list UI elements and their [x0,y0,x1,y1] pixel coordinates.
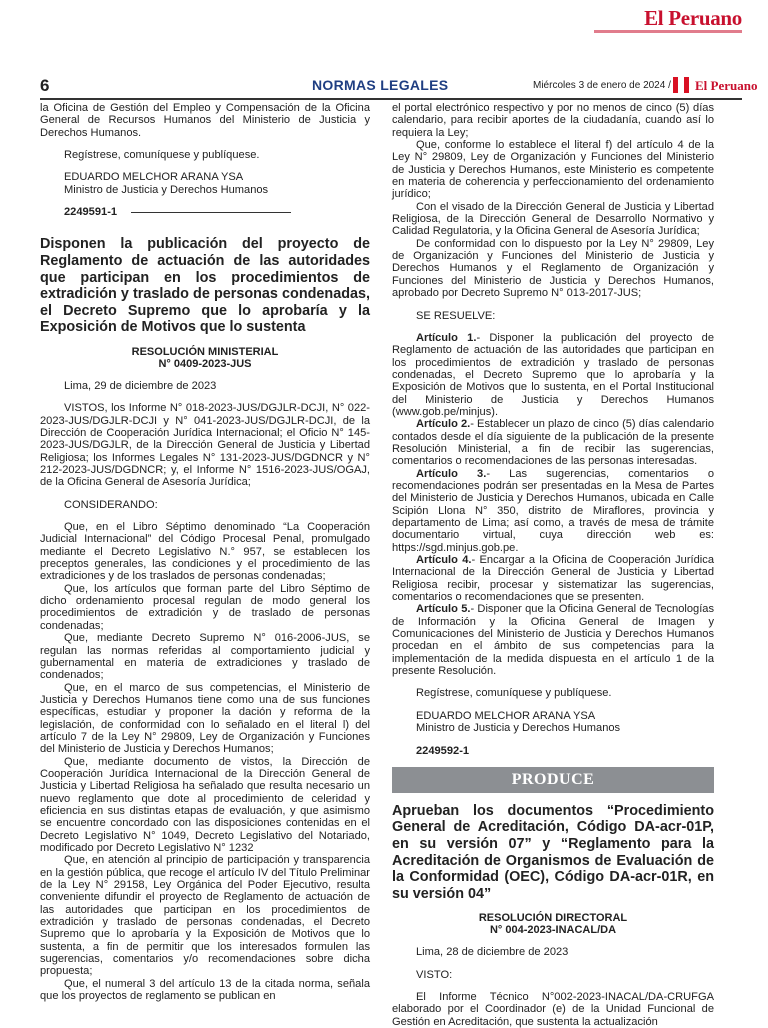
norm-title: Aprueban los documentos “Procedimiento General de Acreditación, Código DA-acr-01P, en su versión 07” y “Reglamento para la Acreditación de Organismos de Evaluación de la Conformidad (OEC), Código DA-acr-01R, en su versión 04” [392,802,714,902]
paragraph: El Informe Técnico N°002-2023-INACAL/DA-CRUFGA elaborado por el Coordinador (e) de la Unidad Funcional de Gestión en Acreditación, que sustenta la actualización [392,991,714,1028]
closing-formula: Regístrese, comuníquese y publíquese. [64,149,260,162]
page-number: 6 [40,76,50,95]
article-text: - Encargar a la Oficina de Cooperación Jurídica Internacional de la Dirección General de Justicia y Libertad Religiosa recibir, procesar y sistematizar las sugerencias, comentarios o recomendaciones que se presenten. [392,554,714,604]
article-label: Artículo 3. [416,467,487,480]
document-separator [40,206,370,218]
visto-heading: VISTO: [416,968,453,981]
city-date: Lima, 29 de diciembre de 2023 [64,379,217,392]
resuelve-heading: SE RESUELVE: [416,309,496,322]
article-3 [392,468,714,554]
article-text: - Establecer un plazo de cinco (5) días calendario contados desde el día siguiente de la publicación de la presente Resolución Ministerial, a fin de recibir las sugerencias, comentarios o recomendaciones de las personas interesadas. [392,418,714,468]
signature-name: EDUARDO MELCHOR ARANA YSA [64,171,244,184]
paragraph: Que, conforme lo establece el literal f) del artículo 4 de la Ley N° 29809, Ley de Organización y Funciones del Ministerio de Justicia y Derechos Humanos, este Ministerio es competente en materia de coherencia y perfeccionamiento del ordenamiento jurídico; [392,139,714,201]
peru-flag-icon [673,77,689,93]
resolution-number: N° 0409-2023-JUS [158,357,252,370]
article-label: Artículo 5. [416,603,471,616]
paragraph: la Oficina de Gestión del Empleo y Compensación de la Oficina General de Recursos Humanos del Ministerio de Justicia y Derechos Humanos. [40,102,370,139]
article-4 [392,554,714,603]
paragraph: Que, en atención al principio de participación y transparencia en la gestión pública, que recoge el artículo IV del Título Preliminar de la Ley N° 29158, Ley Orgánica del Poder Ejecutivo, resulta conveniente difundir el proyecto de Reglamento de actuación de las autoridades que participan en los procedimientos de extradición y traslado de personas condenadas, el Decreto Supremo que lo aprobaría y la Exposición de Motivos que lo sustenta, a fin de permitir que los interesados formulen las sugerencias, comentarios y/o recomendaciones sobre dicha propuesta; [40,854,370,978]
article-text: - Disponer que la Oficina General de Tecnologías de Información y la Oficina General de Imagen y Comunicaciones del Ministerio de Justicia y Derechos Humanos procedan en el ámbito de sus competencias para la implementación de la medida dispuesta en el artículo 1 de la presente Resolución. [392,603,714,678]
paragraph: De conformidad con lo dispuesto por la Ley N° 29809, Ley de Organización y Funciones del Ministerio de Justicia y Derechos Humanos y el Reglamento de Organización y Funciones del Ministerio de Justicia y Derechos Humanos, aprobado por Decreto Supremo N° 013-2017-JUS; [392,237,714,300]
signature-title: Ministro de Justicia y Derechos Humanos [416,722,621,735]
paragraph: Que, en el Libro Séptimo denominado “La Cooperación Judicial Internacional” del Código Procesal Penal, promulgado mediante el Decreto Legislativo N.° 957, se establecen los preceptos generales, las condiciones y el procedimiento de las extradiciones y de los traslados de personas condenadas; [40,521,370,583]
left-column [40,102,370,1002]
paragraph: Que, los artículos que forman parte del Libro Séptimo de dicho ordenamiento procesal regulan de modo general los procedimientos de extradición y de traslado de personas condenadas; [40,582,370,632]
paragraph: Con el visado de la Dirección General de Justicia y Libertad Religiosa, de la Dirección General de Desarrollo Normativo y Calidad Regulatoria, y la Oficina General de Asesoría Jurídica; [392,200,714,238]
document-number: 2249591-1 [64,206,118,219]
resolution-heading: RESOLUCIÓN DIRECTORAL [478,912,628,925]
paragraph: Que, el numeral 3 del artículo 13 de la citada norma, señala que los proyectos de reglamento se publican en [40,977,370,1003]
signature-title: Ministro de Justicia y Derechos Humanos [64,183,269,196]
issue-date: Miércoles 3 de enero de 2024 / [533,80,671,91]
article-1 [392,332,714,418]
article-text: - Las sugerencias, comentarios o recomendaciones podrán ser presentadas en la Mesa de Partes del Ministerio de Justicia y Derechos Humanos, ubicada en Calle Scipión Llona N° 350, distrito de Miraflores, provincia y departamento de Lima; así como, a través de mesa de trámite documentario virtual, cuya dirección web es: https://sgd.minjus.gob.pe. [392,467,715,554]
separator-line [131,212,291,213]
city-date: Lima, 28 de diciembre de 2023 [416,946,569,959]
paragraph: Que, en el marco de sus competencias, el Ministerio de Justicia y Derechos Humanos tiene como una de sus funciones específicas, estudiar y proponer la dación y reforma de la legislación, de conformidad con lo señalado en el literal l) del artículo 7 de la Ley N° 29809, Ley de Organización y Funciones del Ministerio de Justicia y Derechos Humanos; [40,681,370,756]
signature-name: EDUARDO MELCHOR ARANA YSA [416,709,596,722]
article-text: - Disponer la publicación del proyecto de Reglamento de actuación de las autoridades que participan en los procedimientos de extradición y traslado de personas condenadas, el Decreto Supremo que lo aprobaría y la Exposición de Motivos que lo sustenta, en el Portal Institucional del Ministerio de Justicia y Derechos Humanos (www.gob.pe/minjus). [392,331,714,418]
vistos-paragraph: VISTOS, los Informe N° 018-2023-JUS/DGJLR-DCJI, N° 022-2023-JUS/DGJLR-DCJI y N° 041-2023-JUS/DGJLR-DCJI, de la Dirección de Cooperación Jurídica Internacional; el Oficio N° 145-2023-JUS/DGJLR, de la Dirección General de Justicia y Libertad Religiosa; los Informes Legales N° 131-2023-JUS/DGDNCR y N° 212-2023-JUS/DGDNCR; y, el Informe N° 1516-2023-JUS/OGAJ, de la Oficina General de Asesoría Jurídica; [40,402,370,489]
sector-banner: PRODUCE [392,767,714,793]
resolution-number: N° 004-2023-INACAL/DA [489,924,617,937]
article-label: Artículo 1. [416,331,477,344]
right-column [392,102,714,1028]
el-peruano-logo: El Peruano [644,6,742,30]
article-label: Artículo 4. [416,554,472,567]
header-logo: El Peruano [695,78,758,93]
article-label: Artículo 2. [416,418,471,431]
paragraph: el portal electrónico respectivo y por no menos de cinco (5) días calendario, para recibir aportes de la ciudadanía, cuando así lo requiera la Ley; [392,102,714,139]
section-title: NORMAS LEGALES [312,77,449,93]
document-number: 2249592-1 [416,744,470,757]
logo-underline [594,30,742,33]
resolution-heading: RESOLUCIÓN MINISTERIAL [131,345,279,358]
article-2 [392,418,714,467]
page-header [40,76,758,100]
article-5 [392,603,714,677]
norm-title: Disponen la publicación del proyecto de Reglamento de actuación de las autoridades que participan en los procedimientos de extradición y traslado de personas condenadas, el Decreto Supremo que lo aprobaría y la Exposición de Motivos que lo sustenta [40,236,370,336]
considerando-heading: CONSIDERANDO: [64,498,158,511]
paragraph: Que, mediante Decreto Supremo N° 016-2006-JUS, se regulan las normas referidas al comportamiento judicial y gubernamental en materia de extradiciones y traslado de condenados; [40,632,370,682]
closing-formula: Regístrese, comuníquese y publíquese. [416,687,612,700]
paragraph: Que, mediante documento de vistos, la Dirección de Cooperación Jurídica Internacional de la Dirección General de Justicia y Libertad Religiosa ha señalado que resulta necesario un nuevo reglamento que dote al procedimiento de celeridad y eficiencia en sus distintas etapas de evaluación, y que asimismo se encuentre concordado con las disposiciones contenidas en el Decreto Legislativo N° 1049, Decreto Legislativo del Notariado, modificado por Decreto Legislativo N° 1232 [40,755,370,854]
